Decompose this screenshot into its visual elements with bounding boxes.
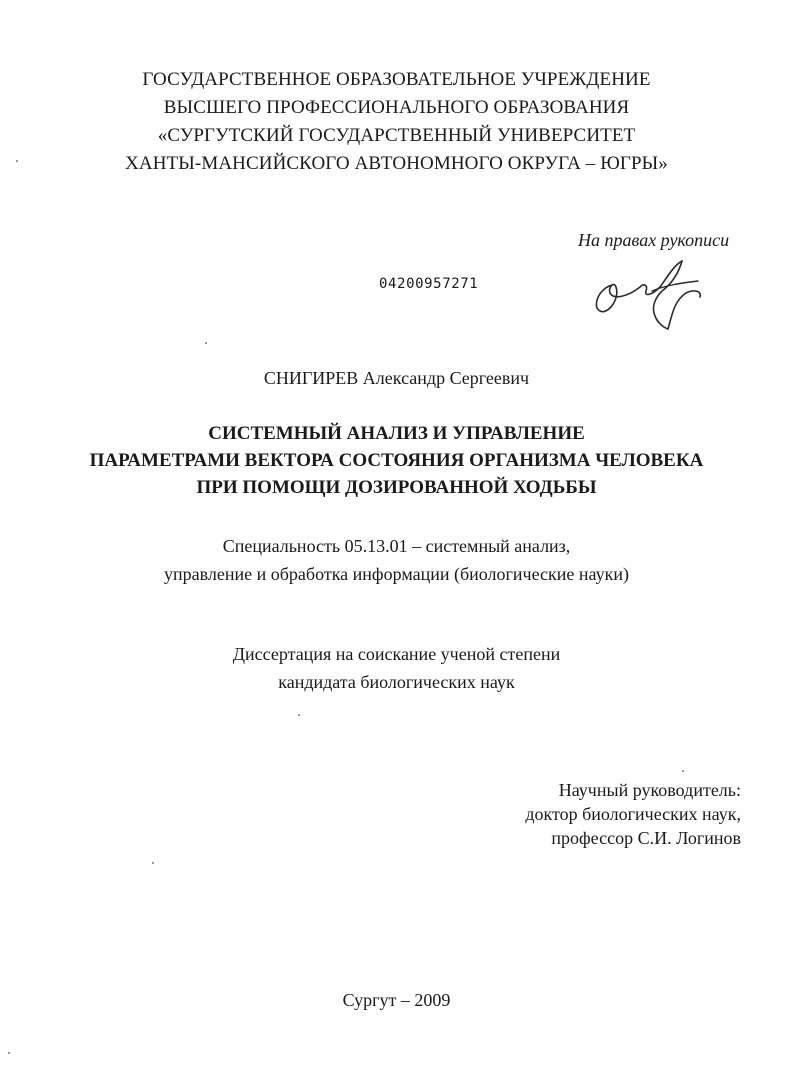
institution-line-2: ВЫСШЕГО ПРОФЕССИОНАЛЬНОГО ОБРАЗОВАНИЯ bbox=[163, 97, 630, 118]
institution-line-4: ХАНТЫ-МАНСИЙСКОГО АВТОНОМНОГО ОКРУГА – ЮГРЫ» bbox=[125, 153, 668, 174]
institution-line-1: ГОСУДАРСТВЕННОЕ ОБРАЗОВАТЕЛЬНОЕ УЧРЕЖДЕНИЕ bbox=[142, 69, 651, 90]
author-name: СНИГИРЕВ Александр Сергеевич bbox=[263, 368, 530, 388]
degree-line-1: Диссертация на соискание ученой степени bbox=[232, 644, 561, 664]
scan-speck bbox=[205, 342, 207, 344]
supervisor-block bbox=[525, 778, 741, 850]
title-line-3: ПРИ ПОМОЩИ ДОЗИРОВАННОЙ ХОДЬБЫ bbox=[196, 477, 597, 498]
scan-speck bbox=[298, 714, 300, 716]
scan-speck bbox=[152, 862, 154, 864]
specialty-line-1: Специальность 05.13.01 – системный анализ, bbox=[222, 536, 571, 556]
archive-number: 04200957271 bbox=[379, 276, 479, 292]
city-year: Сургут – 2009 bbox=[342, 990, 451, 1010]
title-line-2: ПАРАМЕТРАМИ ВЕКТОРА СОСТОЯНИЯ ОРГАНИЗМА ЧЕЛОВЕКА bbox=[89, 450, 704, 471]
scan-speck bbox=[16, 160, 18, 162]
scan-speck bbox=[8, 1052, 10, 1054]
institution-line-3: «СУРГУТСКИЙ ГОСУДАРСТВЕННЫЙ УНИВЕРСИТЕТ bbox=[157, 125, 636, 146]
supervisor-line-2: доктор биологических наук, bbox=[525, 804, 741, 824]
handwritten-signature bbox=[590, 255, 720, 335]
title-line-1: СИСТЕМНЫЙ АНАЛИЗ И УПРАВЛЕНИЕ bbox=[208, 423, 585, 444]
scan-speck bbox=[682, 770, 684, 772]
manuscript-rights-note: На правах рукописи bbox=[578, 230, 730, 250]
degree-line-2: кандидата биологических наук bbox=[278, 672, 515, 692]
specialty-line-2: управление и обработка информации (биологические науки) bbox=[164, 564, 629, 584]
supervisor-line-1: Научный руководитель: bbox=[558, 780, 741, 800]
supervisor-line-3: профессор С.И. Логинов bbox=[551, 828, 741, 848]
